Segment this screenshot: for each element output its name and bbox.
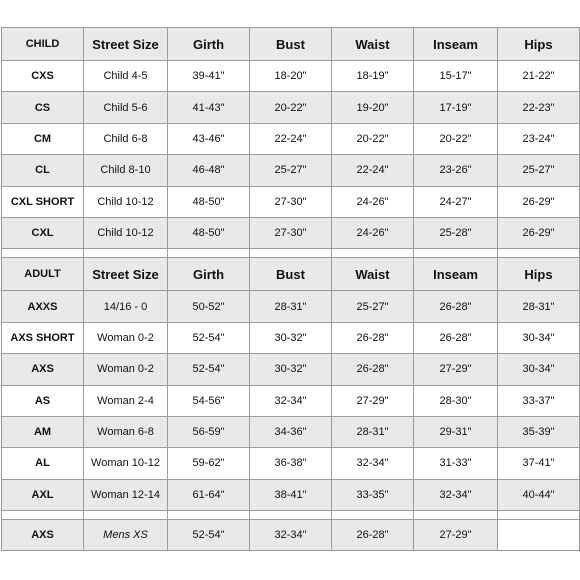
measurement-cell: 34-36" xyxy=(250,416,332,447)
measurement-cell: 41-43" xyxy=(168,92,250,123)
spacer-cell xyxy=(332,249,414,258)
measurement-cell: 24-26" xyxy=(332,186,414,217)
measurement-cell: 43-46" xyxy=(168,123,250,154)
measurement-cell: 33-37" xyxy=(498,385,580,416)
measurement-cell: 27-30" xyxy=(250,186,332,217)
measurement-cell: 27-29" xyxy=(414,520,498,551)
column-header: Girth xyxy=(168,258,250,291)
measurement-cell: 26-28" xyxy=(332,322,414,353)
street-size-cell: Woman 6-8 xyxy=(84,416,168,447)
street-size-cell: Child 5-6 xyxy=(84,92,168,123)
size-row xyxy=(2,354,580,385)
measurement-cell: 30-34" xyxy=(498,354,580,385)
size-label: CXL SHORT xyxy=(2,186,84,217)
measurement-cell: 27-29" xyxy=(414,354,498,385)
measurement-cell: 30-32" xyxy=(250,354,332,385)
measurement-cell: 28-31" xyxy=(332,416,414,447)
size-label: AXL xyxy=(2,479,84,510)
measurement-cell: 26-28" xyxy=(332,354,414,385)
measurement-cell: 20-22" xyxy=(414,123,498,154)
measurement-cell: 25-28" xyxy=(414,217,498,248)
measurement-cell: 24-26" xyxy=(332,217,414,248)
measurement-cell: 25-27" xyxy=(250,155,332,186)
measurement-cell: 32-34" xyxy=(250,385,332,416)
measurement-cell: 26-28" xyxy=(332,520,414,551)
street-size-cell: Woman 2-4 xyxy=(84,385,168,416)
column-header: Waist xyxy=(332,28,414,61)
column-header: Street Size xyxy=(84,258,168,291)
street-size-cell: Woman 10-12 xyxy=(84,448,168,479)
measurement-cell: 32-34" xyxy=(414,479,498,510)
measurement-cell: 26-28" xyxy=(414,291,498,322)
measurement-cell: 23-26" xyxy=(414,155,498,186)
column-header: Waist xyxy=(332,258,414,291)
measurement-cell: 54-56" xyxy=(168,385,250,416)
street-size-cell: Child 10-12 xyxy=(84,217,168,248)
child-header-row xyxy=(2,28,580,61)
size-label: CM xyxy=(2,123,84,154)
measurement-cell: 26-29" xyxy=(498,217,580,248)
spacer-cell xyxy=(168,249,250,258)
size-row xyxy=(2,217,580,248)
measurement-cell: 32-34" xyxy=(250,520,332,551)
measurement-cell: 32-34" xyxy=(332,448,414,479)
measurement-cell: 52-54" xyxy=(168,354,250,385)
spacer-cell xyxy=(332,511,414,520)
measurement-cell: 23-24" xyxy=(498,123,580,154)
column-header: Bust xyxy=(250,258,332,291)
size-label: AXS xyxy=(2,520,84,551)
measurement-cell: 22-24" xyxy=(332,155,414,186)
street-size-cell: Woman 12-14 xyxy=(84,479,168,510)
size-row xyxy=(2,186,580,217)
measurement-cell: 30-32" xyxy=(250,322,332,353)
child-section-label: CHILD xyxy=(2,28,84,61)
measurement-cell: 27-30" xyxy=(250,217,332,248)
measurement-cell: 25-27" xyxy=(498,155,580,186)
measurement-cell: 29-31" xyxy=(414,416,498,447)
street-size-cell: Child 4-5 xyxy=(84,61,168,92)
size-row xyxy=(2,448,580,479)
size-row xyxy=(2,479,580,510)
size-label: AS xyxy=(2,385,84,416)
size-label: AXXS xyxy=(2,291,84,322)
section-spacer xyxy=(2,511,580,520)
size-chart-body xyxy=(2,28,580,551)
measurement-cell: 28-30" xyxy=(414,385,498,416)
size-row xyxy=(2,61,580,92)
measurement-cell: 27-29" xyxy=(332,385,414,416)
measurement-cell: 18-20" xyxy=(250,61,332,92)
measurement-cell: 35-39" xyxy=(498,416,580,447)
measurement-cell: 48-50" xyxy=(168,186,250,217)
spacer-cell xyxy=(414,511,498,520)
size-label: AXS SHORT xyxy=(2,322,84,353)
size-label: CS xyxy=(2,92,84,123)
spacer-cell xyxy=(498,249,580,258)
measurement-cell: 56-59" xyxy=(168,416,250,447)
spacer-cell xyxy=(84,511,168,520)
street-size-cell: 14/16 - 0 xyxy=(84,291,168,322)
spacer-cell xyxy=(414,249,498,258)
measurement-cell: 52-54" xyxy=(168,322,250,353)
column-header: Girth xyxy=(168,28,250,61)
measurement-cell: 17-19" xyxy=(414,92,498,123)
measurement-cell: 18-19" xyxy=(332,61,414,92)
measurement-cell: 38-41" xyxy=(250,479,332,510)
size-label: AXS xyxy=(2,354,84,385)
spacer-cell xyxy=(250,511,332,520)
measurement-cell: 61-64" xyxy=(168,479,250,510)
measurement-cell: 31-33" xyxy=(414,448,498,479)
measurement-cell: 20-22" xyxy=(250,92,332,123)
measurement-cell xyxy=(498,520,580,551)
measurement-cell: 39-41" xyxy=(168,61,250,92)
column-header: Hips xyxy=(498,258,580,291)
column-header: Inseam xyxy=(414,28,498,61)
measurement-cell: 28-31" xyxy=(250,291,332,322)
measurement-cell: 15-17" xyxy=(414,61,498,92)
section-spacer xyxy=(2,249,580,258)
measurement-cell: 33-35" xyxy=(332,479,414,510)
measurement-cell: 21-22" xyxy=(498,61,580,92)
spacer-cell xyxy=(250,249,332,258)
measurement-cell: 24-27" xyxy=(414,186,498,217)
measurement-cell: 28-31" xyxy=(498,291,580,322)
measurement-cell: 30-34" xyxy=(498,322,580,353)
measurement-cell: 50-52" xyxy=(168,291,250,322)
measurement-cell: 19-20" xyxy=(332,92,414,123)
size-row xyxy=(2,322,580,353)
measurement-cell: 25-27" xyxy=(332,291,414,322)
measurement-cell: 37-41" xyxy=(498,448,580,479)
street-size-cell: Child 8-10 xyxy=(84,155,168,186)
street-size-cell: Woman 0-2 xyxy=(84,354,168,385)
measurement-cell: 36-38" xyxy=(250,448,332,479)
street-size-cell: Child 6-8 xyxy=(84,123,168,154)
adult-section-label: ADULT xyxy=(2,258,84,291)
spacer-cell xyxy=(84,249,168,258)
measurement-cell: 59-62" xyxy=(168,448,250,479)
street-size-cell: Woman 0-2 xyxy=(84,322,168,353)
column-header: Inseam xyxy=(414,258,498,291)
size-label: CXL xyxy=(2,217,84,248)
measurement-cell: 46-48" xyxy=(168,155,250,186)
spacer-cell xyxy=(498,511,580,520)
size-label: AM xyxy=(2,416,84,447)
size-row xyxy=(2,123,580,154)
size-label: CL xyxy=(2,155,84,186)
spacer-cell xyxy=(168,511,250,520)
size-row xyxy=(2,291,580,322)
measurement-cell: 40-44" xyxy=(498,479,580,510)
size-row xyxy=(2,385,580,416)
measurement-cell: 22-24" xyxy=(250,123,332,154)
street-size-cell: Mens XS xyxy=(84,520,168,551)
measurement-cell: 52-54" xyxy=(168,520,250,551)
size-row xyxy=(2,416,580,447)
size-chart-table xyxy=(1,27,580,551)
measurement-cell: 20-22" xyxy=(332,123,414,154)
column-header: Bust xyxy=(250,28,332,61)
size-row xyxy=(2,92,580,123)
size-label: CXS xyxy=(2,61,84,92)
size-row xyxy=(2,155,580,186)
size-row xyxy=(2,520,580,551)
measurement-cell: 26-29" xyxy=(498,186,580,217)
street-size-cell: Child 10-12 xyxy=(84,186,168,217)
measurement-cell: 22-23" xyxy=(498,92,580,123)
column-header: Hips xyxy=(498,28,580,61)
size-label: AL xyxy=(2,448,84,479)
spacer-cell xyxy=(2,511,84,520)
measurement-cell: 48-50" xyxy=(168,217,250,248)
spacer-cell xyxy=(2,249,84,258)
adult-header-row xyxy=(2,258,580,291)
column-header: Street Size xyxy=(84,28,168,61)
measurement-cell: 26-28" xyxy=(414,322,498,353)
